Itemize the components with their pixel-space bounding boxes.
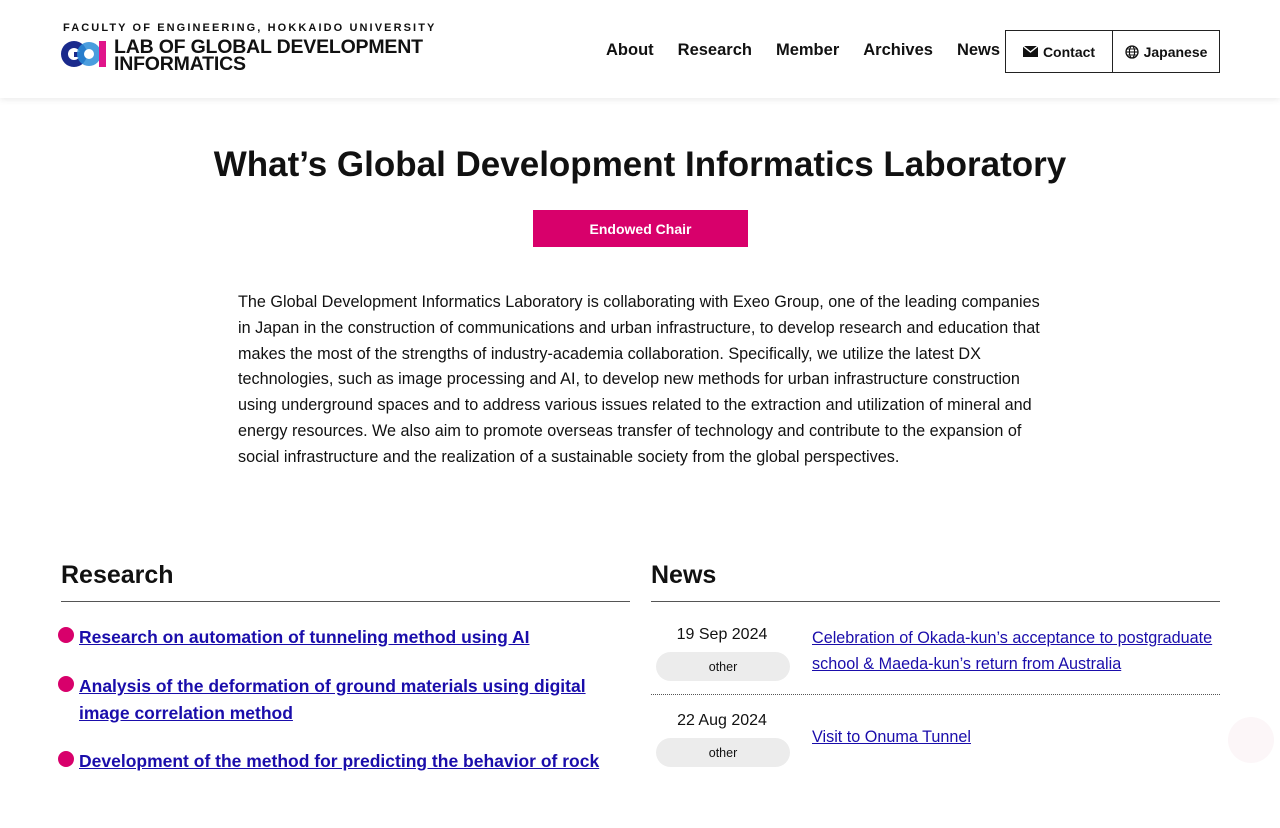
news-item-divider xyxy=(651,694,1220,695)
nav-research[interactable]: Research xyxy=(677,41,752,59)
logo-title-line1: LAB OF GLOBAL DEVELOPMENT xyxy=(114,36,423,58)
contact-button[interactable] xyxy=(1006,31,1113,72)
nav-archives[interactable]: Archives xyxy=(863,41,933,59)
news-category-badge[interactable]: other xyxy=(656,652,790,681)
intro-paragraph: The Global Development Informatics Laboratory is collaborating with Exeo Group, one of the leading companies in Japan in the construction of communications and urban infrastructure, to develop research and education that makes the most of the strengths of industry-academia collaboration. Specifically, we utilize the latest DX technologies, such as image processing and AI, to develop new methods for urban infrastructure construction using underground spaces and to address various issues related to the extraction and utilization of mineral and energy resources. We also aim to promote overseas transfer of technology and contribute to the expansion of social infrastructure and the realization of a sustainable society from the global perspectives. xyxy=(238,293,1040,466)
research-item xyxy=(58,673,633,727)
envelope-icon xyxy=(1023,46,1038,57)
back-to-top-button[interactable] xyxy=(1228,717,1274,763)
news-section-title: News xyxy=(651,561,717,589)
site-header xyxy=(0,0,1280,98)
news-link[interactable]: Visit to Onuma Tunnel xyxy=(812,728,971,746)
news-link[interactable]: Celebration of Okada-kun’s acceptance to postgraduate school & Maeda-kun’s return from Australia xyxy=(812,629,1213,673)
research-divider xyxy=(61,601,630,602)
news-date: 22 Aug 2024 xyxy=(677,712,767,729)
logo-faculty-text: FACULTY OF ENGINEERING, HOKKAIDO UNIVERSITY xyxy=(63,22,437,34)
nav-member[interactable]: Member xyxy=(775,41,840,59)
nav-news[interactable]: News xyxy=(956,41,1001,59)
logo-title-line2: INFORMATICS xyxy=(114,53,246,75)
pink-dot-icon xyxy=(58,627,74,643)
globe-icon xyxy=(1125,45,1139,59)
pink-dot-icon xyxy=(58,751,74,767)
news-category-badge[interactable]: other xyxy=(656,738,790,767)
news-date: 19 Sep 2024 xyxy=(676,626,768,643)
research-link-deformation[interactable]: Analysis of the deformation of ground materials using digital image correlation method xyxy=(79,676,586,723)
research-section-title: Research xyxy=(61,561,174,589)
language-button[interactable] xyxy=(1113,31,1219,72)
endowed-chair-badge: Endowed Chair xyxy=(533,210,748,247)
news-item xyxy=(651,710,1220,780)
research-item xyxy=(58,748,633,775)
main-nav xyxy=(606,41,1024,60)
header-actions xyxy=(1005,30,1220,73)
nav-about[interactable]: About xyxy=(606,41,654,59)
page-title: What’s Global Development Informatics Laboratory xyxy=(213,145,1067,184)
language-label: Japanese xyxy=(1143,43,1208,60)
pink-dot-icon xyxy=(58,676,74,692)
research-item xyxy=(58,624,633,651)
site-logo[interactable] xyxy=(61,22,437,75)
news-item xyxy=(651,624,1220,694)
gdi-logo-icon xyxy=(61,36,109,72)
news-divider xyxy=(651,601,1220,602)
research-link-tunneling[interactable]: Research on automation of tunneling method using AI xyxy=(79,627,530,647)
research-link-rock-behavior[interactable]: Development of the method for predicting the behavior of rock xyxy=(79,751,600,771)
contact-label: Contact xyxy=(1042,43,1096,60)
